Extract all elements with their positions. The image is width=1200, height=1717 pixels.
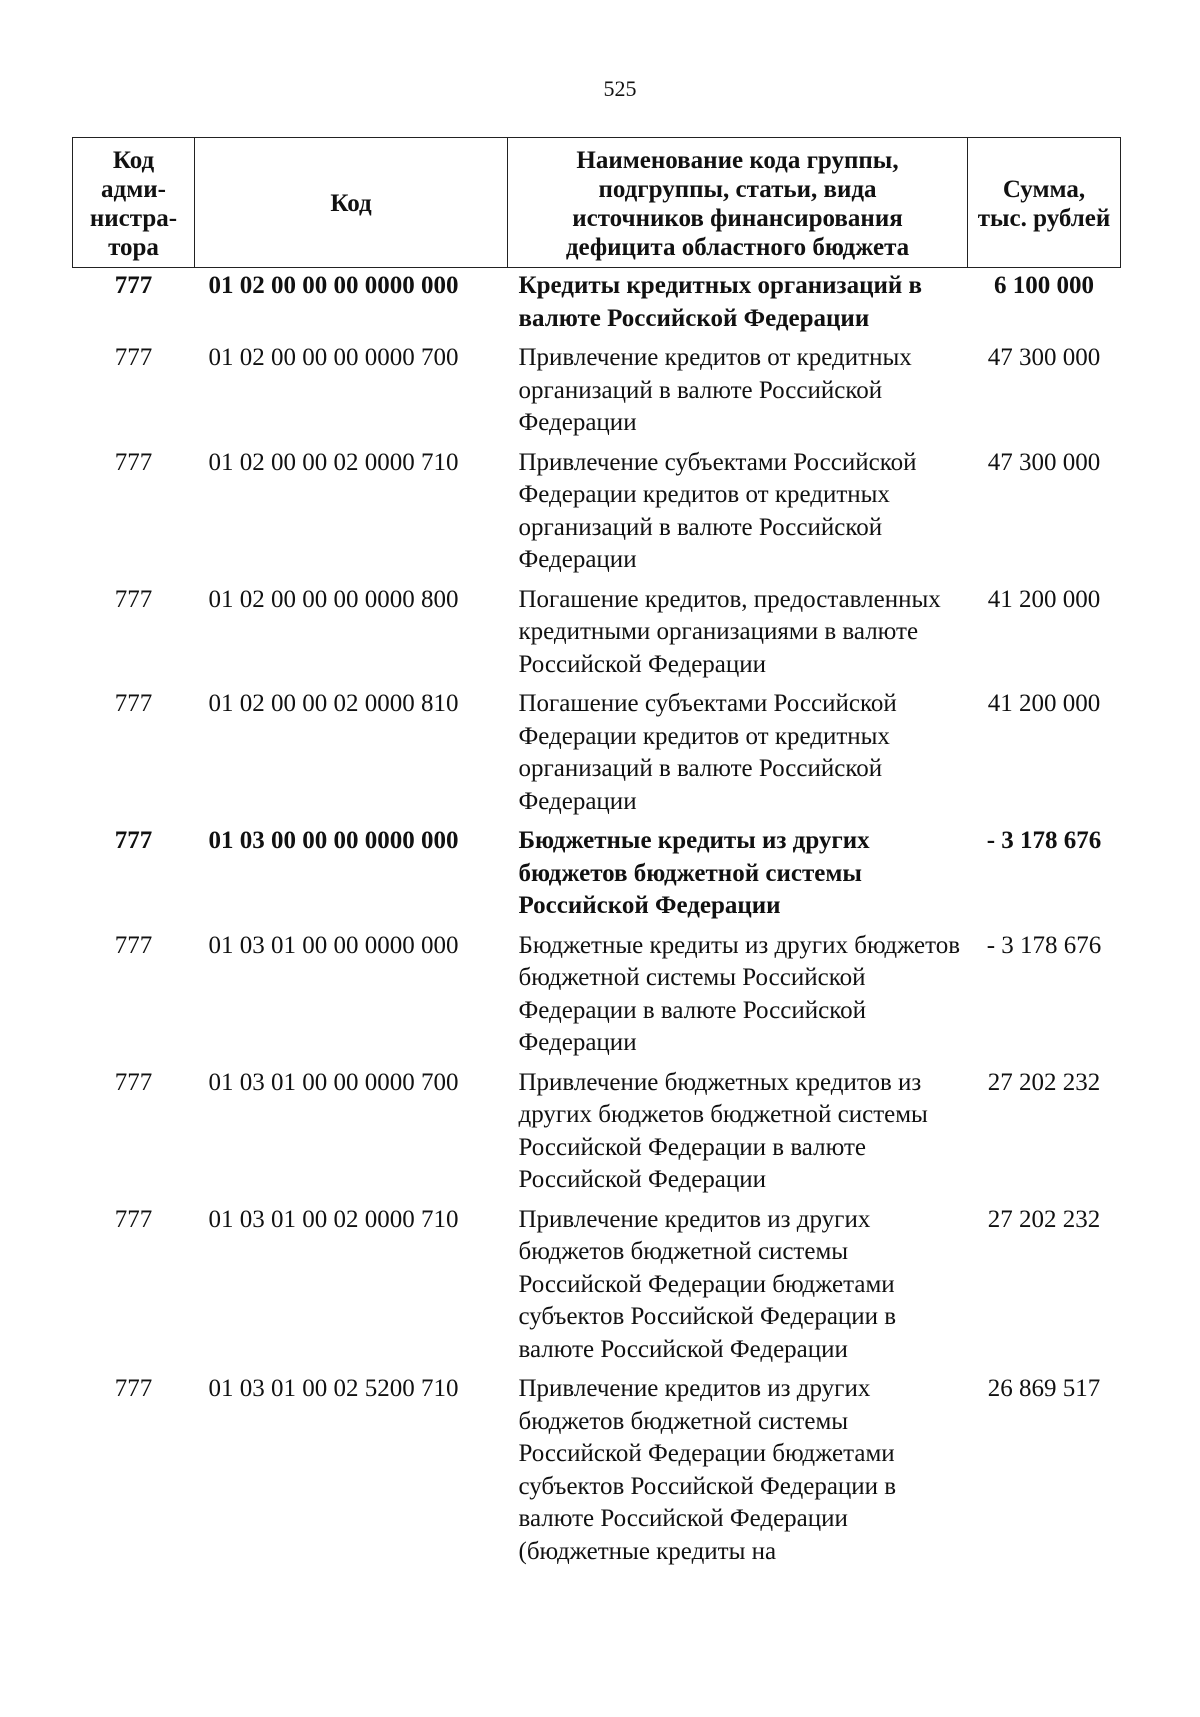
admin-code-cell: 777 (114, 344, 153, 371)
budget-code-cell: 01 03 00 00 00 0000 000 (208, 827, 459, 854)
table-row (73, 342, 1121, 447)
table-body (73, 268, 1121, 1576)
header-sum: Сумма, тыс. рублей (968, 138, 1121, 268)
budget-code-cell: 01 03 01 00 00 0000 700 (208, 1068, 459, 1096)
admin-code-cell: 777 (114, 1375, 153, 1402)
amount-cell: 47 300 000 (987, 344, 1101, 371)
budget-code-cell: 01 02 00 00 00 0000 000 (208, 272, 459, 299)
amount-cell: 27 202 232 (987, 1068, 1101, 1096)
admin-code-cell: 777 (114, 931, 153, 959)
table-row (73, 268, 1121, 343)
description-cell: Погашение субъектами Российской Федерации кредитов от кредитных организаций в валюте Российской Федерации (518, 690, 897, 815)
table-row (73, 688, 1121, 825)
description-cell: Привлечение кредитов из других бюджетов бюджетной системы Российской Федерации бюджетами субъектов Российской Федерации в валюте Российской Федерации (518, 1205, 897, 1363)
table-row (73, 1067, 1121, 1204)
table-row (73, 584, 1121, 689)
table-header (73, 138, 1121, 268)
admin-code-cell: 777 (114, 827, 153, 854)
admin-code-cell: 777 (114, 1205, 153, 1233)
table-row (73, 930, 1121, 1067)
description-cell: Привлечение бюджетных кредитов из других бюджетов бюджетной системы Российской Федерации в валюте Российской Федерации (518, 1068, 928, 1193)
description-cell: Привлечение кредитов от кредитных организаций в валюте Российской Федерации (518, 344, 912, 436)
amount-cell: 41 200 000 (987, 690, 1101, 717)
page-number: 525 (603, 76, 637, 101)
budget-code-cell: 01 02 00 00 02 0000 710 (208, 448, 459, 476)
budget-sources-table (72, 137, 1121, 1575)
header-code: Код (195, 138, 508, 268)
header-admin-code: Код адми- нистра- тора (73, 138, 195, 268)
amount-cell: 27 202 232 (987, 1205, 1101, 1233)
admin-code-cell: 777 (114, 690, 153, 717)
budget-code-cell: 01 03 01 00 02 5200 710 (208, 1375, 459, 1402)
budget-code-cell: 01 02 00 00 00 0000 700 (208, 344, 459, 371)
table-row (73, 825, 1121, 930)
description-cell: Бюджетные кредиты из других бюджетов бюджетной системы Российской Федерации в валюте Российской Федерации (518, 931, 961, 1056)
budget-code-cell: 01 02 00 00 02 0000 810 (208, 690, 459, 717)
table-row (73, 1373, 1121, 1575)
admin-code-cell: 777 (114, 585, 153, 613)
description-cell: Привлечение кредитов из других бюджетов бюджетной системы Российской Федерации бюджетами субъектов Российской Федерации в валюте Российской Федерации (бюджетные кредиты на (518, 1375, 897, 1565)
amount-cell: 26 869 517 (987, 1375, 1101, 1402)
table-row (73, 447, 1121, 584)
description-cell: Погашение кредитов, предоставленных кредитными организациями в валюте Российской Федерации (518, 585, 941, 678)
header-row (73, 138, 1121, 268)
amount-cell: - 3 178 676 (986, 931, 1102, 959)
budget-code-cell: 01 02 00 00 00 0000 800 (208, 585, 459, 613)
amount-cell: - 3 178 676 (986, 827, 1102, 854)
header-name: Наименование кода группы, подгруппы, статьи, вида источников финансирования дефицита областного бюджета (508, 138, 968, 268)
admin-code-cell: 777 (114, 272, 153, 299)
amount-cell: 41 200 000 (987, 585, 1101, 613)
description-cell: Привлечение субъектами Российской Федерации кредитов от кредитных организаций в валюте Российской Федерации (518, 448, 917, 573)
description-cell: Кредиты кредитных организаций в валюте Российской Федерации (518, 272, 923, 332)
admin-code-cell: 777 (114, 448, 153, 476)
amount-cell: 6 100 000 (994, 272, 1094, 299)
budget-code-cell: 01 03 01 00 00 0000 000 (208, 931, 459, 959)
admin-code-cell: 777 (114, 1068, 153, 1096)
amount-cell: 47 300 000 (987, 448, 1101, 476)
description-cell: Бюджетные кредиты из других бюджетов бюджетной системы Российской Федерации (518, 827, 870, 919)
table-row (73, 1204, 1121, 1374)
budget-code-cell: 01 03 01 00 02 0000 710 (208, 1205, 459, 1233)
